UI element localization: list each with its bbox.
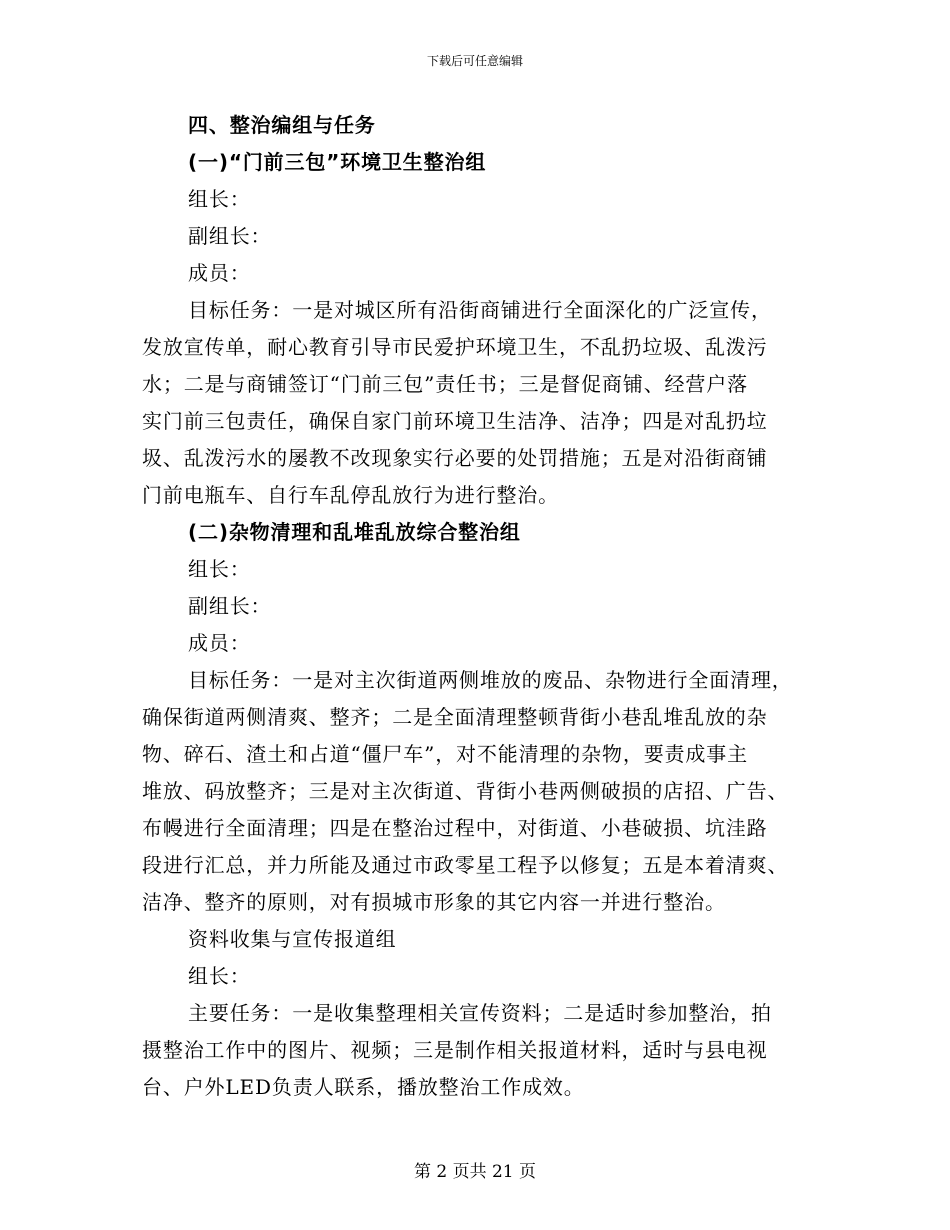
text-line: 目标任务：一是对主次街道两侧堆放的废品、杂物进行全面清理， bbox=[188, 668, 793, 692]
text-line: 洁净、整齐的原则，对有损城市形象的其它内容一并进行整治。 bbox=[142, 890, 726, 914]
section-heading: (二)杂物清理和乱堆乱放综合整治组 bbox=[188, 520, 521, 544]
text-line: 水；二是与商铺签订“门前三包”责任书；三是督促商铺、经营户落 bbox=[142, 372, 748, 396]
text-line: 成员： bbox=[188, 631, 251, 655]
text-line: 成员： bbox=[188, 261, 251, 285]
text-line: 段进行汇总，并力所能及通过市政零星工程予以修复；五是本着清爽、 bbox=[142, 853, 789, 877]
text-line: 主要任务：一是收集整理相关宣传资料；二是适时参加整治，拍 bbox=[188, 1001, 772, 1025]
text-line: 门前电瓶车、自行车乱停乱放行为进行整治。 bbox=[142, 483, 559, 507]
text-line: 台、户外LED负责人联系，播放整治工作成效。 bbox=[142, 1075, 585, 1099]
text-line: 摄整治工作中的图片、视频；三是制作相关报道材料，适时与县电视 bbox=[142, 1038, 768, 1062]
text-line: 发放宣传单，耐心教育引导市民爱护环境卫生，不乱扔垃圾、乱泼污 bbox=[142, 335, 768, 359]
page-header: 下载后可任意编辑 bbox=[426, 54, 523, 68]
text-line: 物、碎石、渣土和占道“僵尸车”，对不能清理的杂物，要责成事主 bbox=[142, 742, 748, 766]
text-line: 确保街道两侧清爽、整齐；二是全面清理整顿背街小巷乱堆乱放的杂 bbox=[142, 705, 768, 729]
text-line: 副组长： bbox=[188, 224, 272, 248]
text-line: 堆放、码放整齐；三是对主次街道、背街小巷两侧破损的店招、广告、 bbox=[142, 779, 789, 803]
text-line: 资料收集与宣传报道组 bbox=[188, 927, 397, 951]
text-line: 组长： bbox=[188, 557, 251, 581]
text-line: 目标任务：一是对城区所有沿街商铺进行全面深化的广泛宣传， bbox=[188, 298, 772, 322]
text-line: 实门前三包责任，确保自家门前环境卫生洁净、洁净；四是对乱扔垃 bbox=[142, 409, 768, 433]
text-line: 组长： bbox=[188, 964, 251, 988]
section-heading: (一)“门前三包”环境卫生整治组 bbox=[188, 150, 487, 174]
text-line: 副组长： bbox=[188, 594, 272, 618]
text-line: 圾、乱泼污水的屡教不改现象实行必要的处罚措施；五是对沿街商铺 bbox=[142, 446, 768, 470]
text-line: 组长： bbox=[188, 187, 251, 211]
document-body bbox=[142, 107, 812, 1106]
section-heading: 四、整治编组与任务 bbox=[188, 113, 376, 137]
page-footer: 第 2 页共 21 页 bbox=[413, 1162, 537, 1182]
text-line: 布幔进行全面清理；四是在整治过程中，对街道、小巷破损、坑洼路 bbox=[142, 816, 768, 840]
